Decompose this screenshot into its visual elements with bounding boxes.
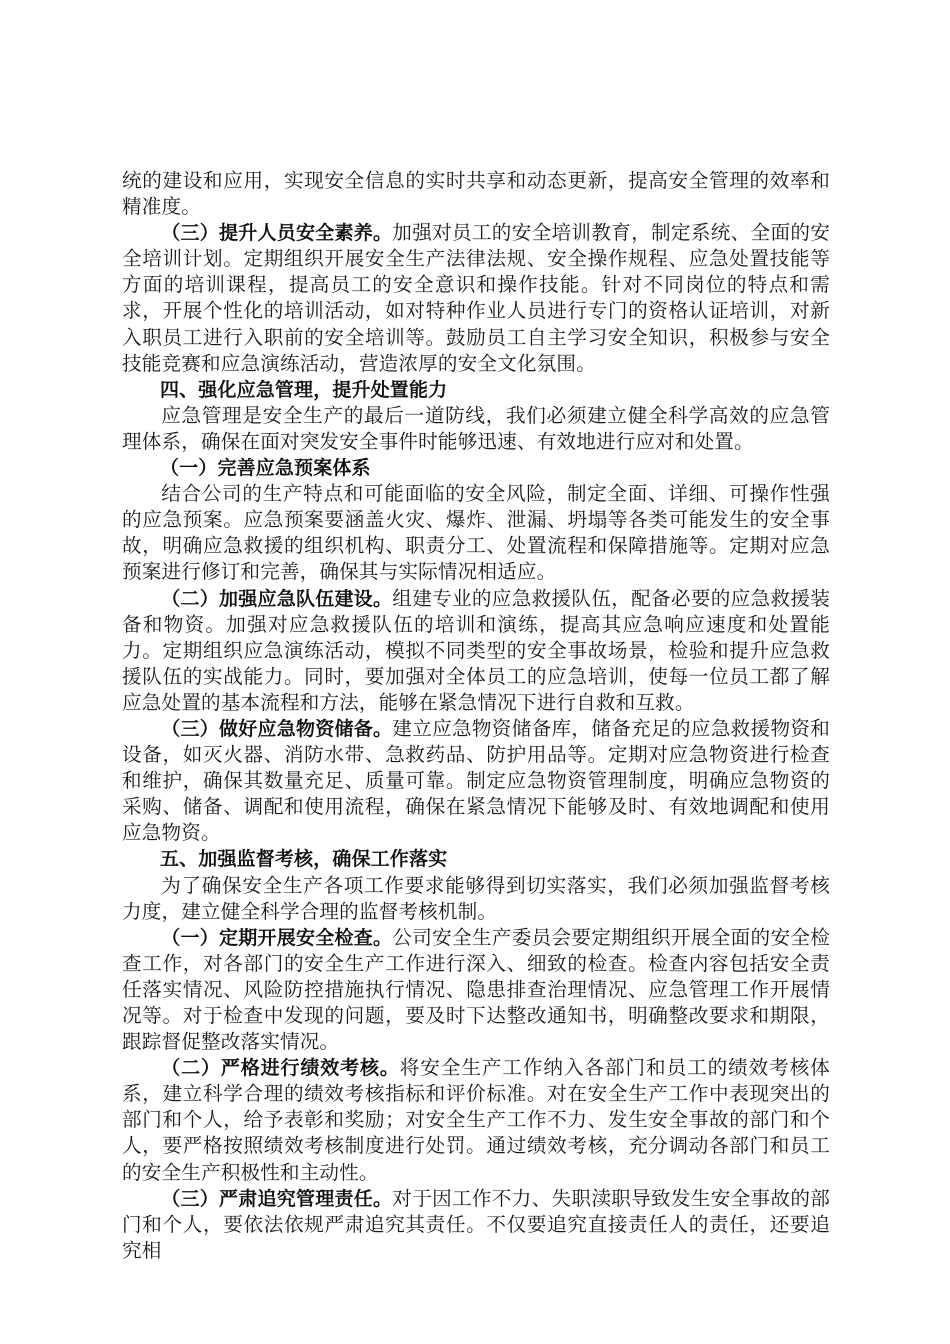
paragraph-text: 组建专业的应急救援队伍，配备必要的应急救援装备和物资。加强对应急救援队伍的培训和演练，提高其应急响应速度和处置能力。定期组织应急演练活动，模拟不同类型的安全事故场景，检验和提升应急救援队伍的实战能力。同时，要加强对全体员工的应急培训，使每一位员工都了解应急处置的基本流程和方法，能够在紧急情况下进行自救和互救。 bbox=[122, 586, 830, 714]
paragraph-emergency-plan-detail: 结合公司的生产特点和可能面临的安全风险，制定全面、详细、可操作性强的应急预案。应急预案要涵盖火灾、爆炸、泄漏、坍塌等各类可能发生的安全事故，明确应急救援的组织机构、职责分工、处置流程和保障措施等。定期对应急预案进行修订和完善，确保其与实际情况相适应。 bbox=[122, 482, 830, 584]
paragraph-accountability bbox=[122, 1186, 830, 1264]
paragraph-personnel-safety-literacy bbox=[122, 220, 830, 377]
paragraph-supervision-intro: 为了确保安全生产各项工作要求能够得到切实落实，我们必须加强监督考核力度，建立健全科学合理的监督考核机制。 bbox=[122, 873, 830, 923]
paragraph-text: 建立应急物资储备库，储备充足的应急救援物资和设备，如灭火器、消防水带、急救药品、防护用品等。定期对应急物资进行检查和维护，确保其数量充足、质量可靠。制定应急物资管理制度，明确应急物资的采购、储备、调配和使用流程，确保在紧急情况下能够及时、有效地调配和使用应急物资。 bbox=[122, 716, 830, 845]
bold-lead-in-supplies: （三）做好应急物资储备。 bbox=[161, 717, 393, 740]
bold-lead-in-accountability: （三）严肃追究管理责任。 bbox=[161, 1187, 393, 1210]
paragraph-emergency-supplies-reserve bbox=[122, 716, 830, 846]
sub-heading-emergency-plan-system: （一）完善应急预案体系 bbox=[160, 457, 371, 480]
section-heading-four: 四、强化应急管理，提升处置能力 bbox=[160, 378, 448, 401]
paragraph-performance-assessment bbox=[122, 1055, 830, 1185]
paragraph-text: 对于因工作不力、失职渎职导致发生安全事故的部门和个人，要依法依规严肃追究其责任。不仅要追究直接责任人的责任，还要追究相 bbox=[122, 1186, 830, 1262]
bold-lead-in-team: （二）加强应急队伍建设。 bbox=[161, 587, 393, 610]
bold-lead-in-3: （三）提升人员安全素养。 bbox=[161, 222, 393, 245]
paragraph-text: 加强对员工的安全培训教育，制定系统、全面的安全培训计划。定期组织开展安全生产法律法规、安全操作规程、应急处置技能等方面的培训课程，提高员工的安全意识和操作技能。针对不同岗位的特点和需求，开展个性化的培训活动，如对特种作业人员进行专门的资格认证培训，对新入职员工进行入职前的安全培训等。鼓励员工自主学习安全知识，积极参与安全技能竞赛和应急演练活动，营造浓厚的安全文化氛围。 bbox=[122, 221, 830, 375]
paragraph-regular-safety-inspection bbox=[122, 925, 830, 1055]
document-body bbox=[122, 168, 830, 1264]
paragraph-text: 将安全生产工作纳入各部门和员工的绩效考核体系，建立科学合理的绩效考核指标和评价标准。对在安全生产工作中表现突出的部门和个人，给予表彰和奖励；对安全生产工作不力、发生安全事故的部门和个人，要严格按照绩效考核制度进行处罚。通过绩效考核，充分调动各部门和员工的安全生产积极性和主动性。 bbox=[122, 1056, 830, 1184]
bold-lead-in-performance: （二）严格进行绩效考核。 bbox=[161, 1057, 400, 1080]
section-heading-five: 五、加强监督考核，确保工作落实 bbox=[160, 848, 448, 871]
paragraph-continuation: 统的建设和应用，实现安全信息的实时共享和动态更新，提高安全管理的效率和精准度。 bbox=[122, 169, 830, 219]
paragraph-text: 公司安全生产委员会要定期组织开展全面的安全检查工作，对各部门的安全生产工作进行深入、细致的检查。检查内容包括安全责任落实情况、风险防控措施执行情况、隐患排查治理情况、应急管理工作开展情况等。对于检查中发现的问题，要及时下达整改通知书，明确整改要求和期限，跟踪督促整改落实情况。 bbox=[122, 925, 830, 1054]
bold-lead-in-inspection: （一）定期开展安全检查。 bbox=[161, 926, 393, 949]
paragraph-emergency-team-building bbox=[122, 586, 830, 716]
paragraph-emergency-management-intro: 应急管理是安全生产的最后一道防线，我们必须建立健全科学高效的应急管理体系，确保在面对突发安全事件时能够迅速、有效地进行应对和处置。 bbox=[122, 403, 830, 453]
